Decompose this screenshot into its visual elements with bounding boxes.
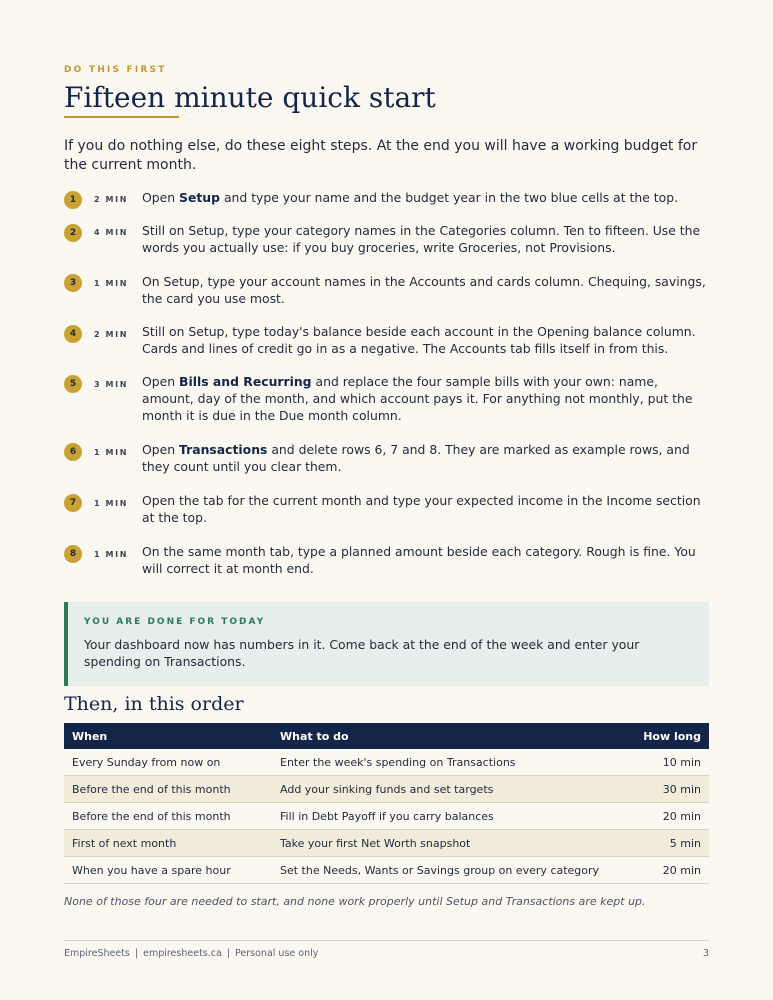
cell-when: When you have a spare hour [64,857,272,884]
cell-how-long: 30 min [613,776,709,803]
step-duration: 1 MIN [94,499,128,508]
page-title: Fifteen minute quick start [64,81,436,114]
cell-what: Add your sinking funds and set targets [272,776,613,803]
title-underline [64,116,179,118]
col-header-what: What to do [272,723,613,749]
eyebrow-label: DO THIS FIRST [64,65,167,75]
intro-paragraph: If you do nothing else, do these eight steps. At the end you will have a working budget for the current month. [64,138,698,173]
step-number-badge: 6 [64,443,82,461]
done-callout [64,602,709,686]
col-header-how-long: How long [613,723,709,749]
cell-what: Take your first Net Worth snapshot [272,830,613,857]
step-number-badge: 2 [64,224,82,242]
step-number-badge: 3 [64,274,82,292]
step-number-badge: 1 [64,191,82,209]
cell-how-long: 20 min [613,857,709,884]
cell-what: Fill in Debt Payoff if you carry balances [272,803,613,830]
table-row [64,857,709,884]
table-row [64,830,709,857]
step-link-transactions: Transactions [179,442,268,457]
footer-site-link[interactable]: empiresheets.ca [143,948,222,959]
table-row [64,749,709,776]
page-number: 3 [702,948,709,959]
step-number-badge: 8 [64,545,82,563]
step-text: Open Setup and type your name and the budget year in the two blue cells at the top. [142,190,679,205]
table-header-row [64,723,709,749]
cell-when: Every Sunday from now on [64,749,272,776]
cell-when: First of next month [64,830,272,857]
step-text: Open the tab for the current month and type your expected income in the Income section at the top. [142,493,701,525]
step-text: Open Transactions and delete rows 6, 7 and 8. They are marked as example rows, and they count until you clear them. [142,442,690,474]
callout-text: Your dashboard now has numbers in it. Come back at the end of the week and enter your spending on Transactions. [84,637,640,669]
footer-separator: | [134,948,139,959]
step-text: Still on Setup, type today's balance beside each account in the Opening balance column. Cards and lines of credit go in as a negative. The Accounts tab fills itself in from this. [142,324,696,356]
callout-heading: YOU ARE DONE FOR TODAY [84,617,266,627]
step-duration: 1 MIN [94,550,128,559]
table-row [64,776,709,803]
then-heading: Then, in this order [64,693,244,715]
cell-when: Before the end of this month [64,776,272,803]
step-duration: 4 MIN [94,228,128,237]
schedule-table [64,723,709,884]
table-footnote: None of those four are needed to start, and none work properly until Setup and Transactions are kept up. [64,895,646,908]
page-footer [64,948,709,959]
step-number-badge: 4 [64,325,82,343]
cell-how-long: 5 min [613,830,709,857]
step-text: On Setup, type your account names in the Accounts and cards column. Chequing, savings, the card you use most. [142,274,706,306]
step-duration: 1 MIN [94,279,128,288]
footer-separator: | [226,948,231,959]
cell-what: Set the Needs, Wants or Savings group on every category [272,857,613,884]
step-text: On the same month tab, type a planned amount beside each category. Rough is fine. You will correct it at month end. [142,544,696,576]
step-duration: 2 MIN [94,195,128,204]
step-link-bills: Bills and Recurring [179,374,312,389]
step-text: Open Bills and Recurring and replace the four sample bills with your own: name, amount, day of the month, and which account pays it. For anything not monthly, put the month it is due in the Due month column. [142,374,693,423]
footer-brand: EmpireSheets [64,948,130,959]
step-number-badge: 7 [64,494,82,512]
step-number-badge: 5 [64,375,82,393]
cell-when: Before the end of this month [64,803,272,830]
step-duration: 2 MIN [94,330,128,339]
step-text: Still on Setup, type your category names in the Categories column. Ten to fifteen. Use the words you actually use: if you buy groceries, write Groceries, not Provisions. [142,223,701,255]
cell-what: Enter the week's spending on Transactions [272,749,613,776]
footer-license: Personal use only [235,948,319,959]
step-link-setup: Setup [179,190,220,205]
cell-how-long: 20 min [613,803,709,830]
step-duration: 3 MIN [94,380,128,389]
table-row [64,803,709,830]
col-header-when: When [64,723,272,749]
cell-how-long: 10 min [613,749,709,776]
footer-divider [64,940,709,941]
step-duration: 1 MIN [94,448,128,457]
